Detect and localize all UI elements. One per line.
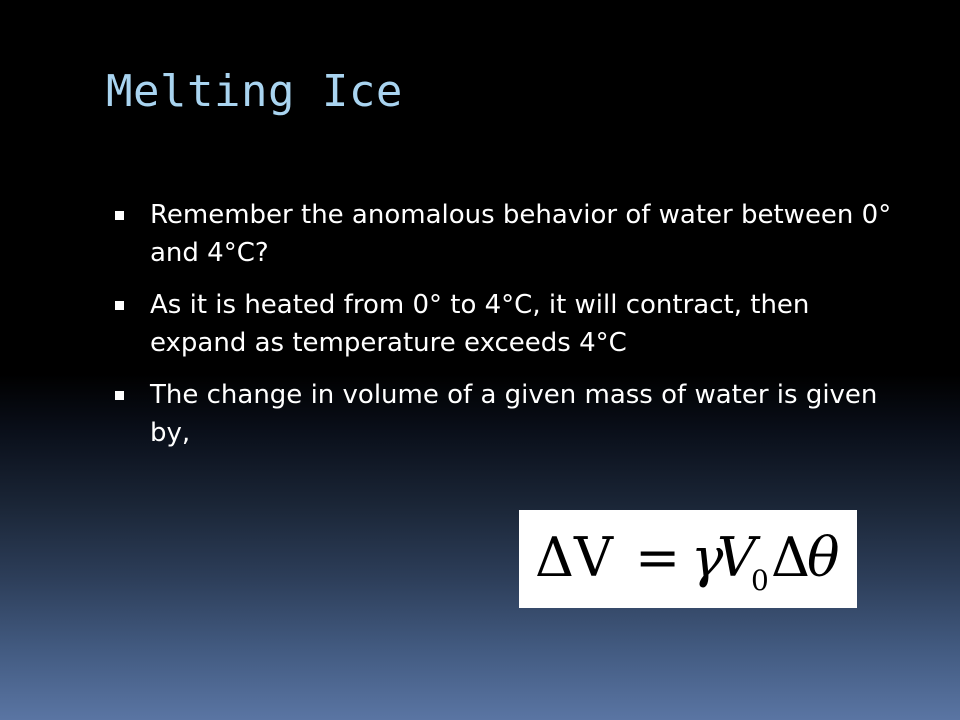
formula-delta-v: ΔV bbox=[535, 526, 613, 589]
bullet-item bbox=[110, 196, 910, 272]
formula-gamma: γ bbox=[691, 526, 724, 589]
formula-subscript: 0 bbox=[751, 564, 769, 597]
square-bullet-icon bbox=[115, 391, 124, 400]
formula-image bbox=[519, 510, 857, 608]
bullet-list bbox=[110, 196, 910, 466]
bullet-text: Remember the anomalous behavior of water between 0° and 4°C? bbox=[150, 200, 892, 268]
formula-v: V bbox=[717, 526, 756, 589]
slide-title: Melting Ice bbox=[106, 66, 403, 117]
formula-delta: Δ bbox=[771, 526, 810, 589]
square-bullet-icon bbox=[115, 211, 124, 220]
square-bullet-icon bbox=[115, 301, 124, 310]
formula bbox=[523, 514, 853, 604]
formula-theta: θ bbox=[807, 526, 840, 589]
bullet-item bbox=[110, 376, 910, 452]
bullet-text: The change in volume of a given mass of water is given by, bbox=[150, 380, 878, 448]
bullet-item bbox=[110, 286, 910, 362]
bullet-text: As it is heated from 0° to 4°C, it will contract, then expand as temperature exceeds 4°C bbox=[150, 290, 810, 358]
formula-equals: = bbox=[635, 526, 681, 589]
